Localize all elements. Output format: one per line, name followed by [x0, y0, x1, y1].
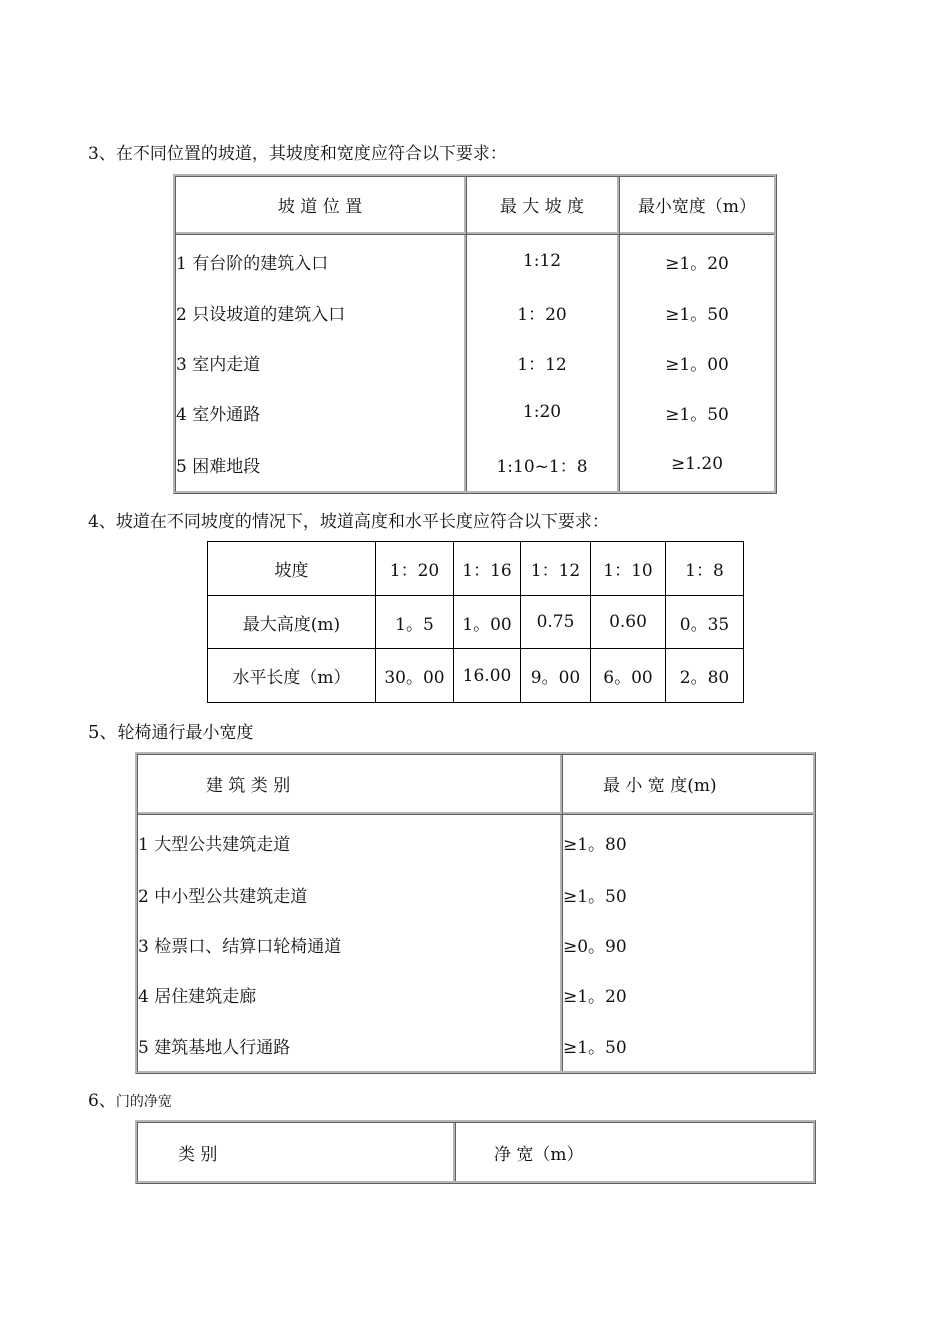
section4-title: 4、坡道在不同坡度的情况下，坡道高度和水平长度应符合以下要求：: [88, 512, 609, 532]
row-label-horizontal-length: 水平长度（m）: [208, 649, 376, 703]
width-cell: ≥1。20: [665, 253, 729, 274]
table-cell: 1：12: [521, 542, 591, 596]
table-cell: 1：16: [454, 542, 521, 596]
building-type-cell: 5 建筑基地人行通路: [138, 1019, 563, 1071]
table-row: [138, 869, 813, 919]
table-row: [208, 542, 744, 596]
building-type-cell: 3 检票口、结算口轮椅通道: [138, 919, 563, 969]
section6-number: 6、: [88, 1091, 116, 1111]
table-row: [176, 387, 774, 437]
width-cell: ≥1。50: [665, 404, 729, 425]
table-row: [138, 815, 813, 869]
width-cell: ≥1。20: [563, 986, 627, 1007]
table-cell: 30。00: [376, 649, 454, 703]
width-cell: ≥1。50: [563, 1037, 627, 1058]
location-cell: 1 有台阶的建筑入口: [176, 235, 467, 287]
table-cell: 0.75: [521, 596, 591, 649]
section6-title: [88, 1086, 172, 1111]
header-max-slope: 最 大 坡 度: [467, 177, 620, 235]
table-cell: 1。5: [376, 596, 454, 649]
table-cell: 0.60: [591, 596, 666, 649]
slope-cell: 1：12: [467, 337, 620, 387]
header-ramp-location: 坡 道 位 置: [176, 177, 467, 235]
building-type-cell: 1 大型公共建筑走道: [138, 815, 563, 869]
table-cell: 2。80: [666, 649, 744, 703]
header-category: 类 别: [138, 1123, 456, 1181]
table-row: [176, 337, 774, 387]
table-cell: 1：10: [591, 542, 666, 596]
table-row: [176, 235, 774, 287]
section5-number: 5、: [88, 722, 118, 743]
table-cell: 1。00: [454, 596, 521, 649]
row-label-slope: 坡度: [208, 542, 376, 596]
table-cell: 0。35: [666, 596, 744, 649]
table-row: [208, 596, 744, 649]
table-row: [208, 649, 744, 703]
width-cell: ≥0。90: [563, 936, 627, 957]
building-type-cell: 2 中小型公共建筑走道: [138, 869, 563, 919]
door-width-table: [135, 1120, 816, 1184]
table-header-row: [138, 755, 813, 815]
width-cell: ≥1。80: [563, 834, 627, 855]
slope-cell: 1:12: [467, 235, 620, 287]
section6-text: 门的净宽: [115, 1094, 172, 1110]
table-header-row: [138, 1123, 813, 1181]
building-type-cell: 4 居住建筑走廊: [138, 969, 563, 1019]
wheelchair-width-table: [135, 752, 816, 1074]
slope-cell: 1:20: [467, 387, 620, 437]
header-min-width: 最小宽度（m）: [620, 177, 774, 235]
table-cell: 1：20: [376, 542, 454, 596]
table-row: [138, 969, 813, 1019]
section3-title: 3、在不同位置的坡道，其坡度和宽度应符合以下要求：: [88, 144, 507, 164]
table-cell: 16.00: [454, 649, 521, 703]
table-cell: 9。00: [521, 649, 591, 703]
table-row: [176, 437, 774, 491]
location-cell: 5 困难地段: [176, 437, 467, 491]
width-cell: ≥1。00: [665, 354, 729, 375]
table-row: [138, 1019, 813, 1071]
location-cell: 3 室内走道: [176, 337, 467, 387]
header-clear-width: 净 宽（m）: [494, 1144, 584, 1165]
table-cell: 1：8: [666, 542, 744, 596]
slope-cell: 1：20: [467, 287, 620, 337]
slope-cell: 1:10~1：8: [467, 437, 620, 491]
slope-height-table: [207, 541, 744, 703]
table-cell: 6。00: [591, 649, 666, 703]
table-header-row: [176, 177, 774, 235]
location-cell: 2 只设坡道的建筑入口: [176, 287, 467, 337]
ramp-location-table: [173, 174, 777, 494]
section5-title: [88, 718, 253, 744]
table-row: [176, 287, 774, 337]
location-cell: 4 室外通路: [176, 387, 467, 437]
width-cell: ≥1。50: [665, 304, 729, 325]
header-building-type: 建 筑 类 别: [138, 755, 563, 815]
width-cell: ≥1.20: [670, 454, 724, 474]
header-min-width: 最 小 宽 度(m): [563, 755, 813, 815]
row-label-max-height: 最大高度(m): [208, 596, 376, 649]
width-cell: ≥1。50: [563, 886, 627, 907]
section5-text: 轮椅通行最小宽度: [117, 723, 254, 743]
table-row: [138, 919, 813, 969]
